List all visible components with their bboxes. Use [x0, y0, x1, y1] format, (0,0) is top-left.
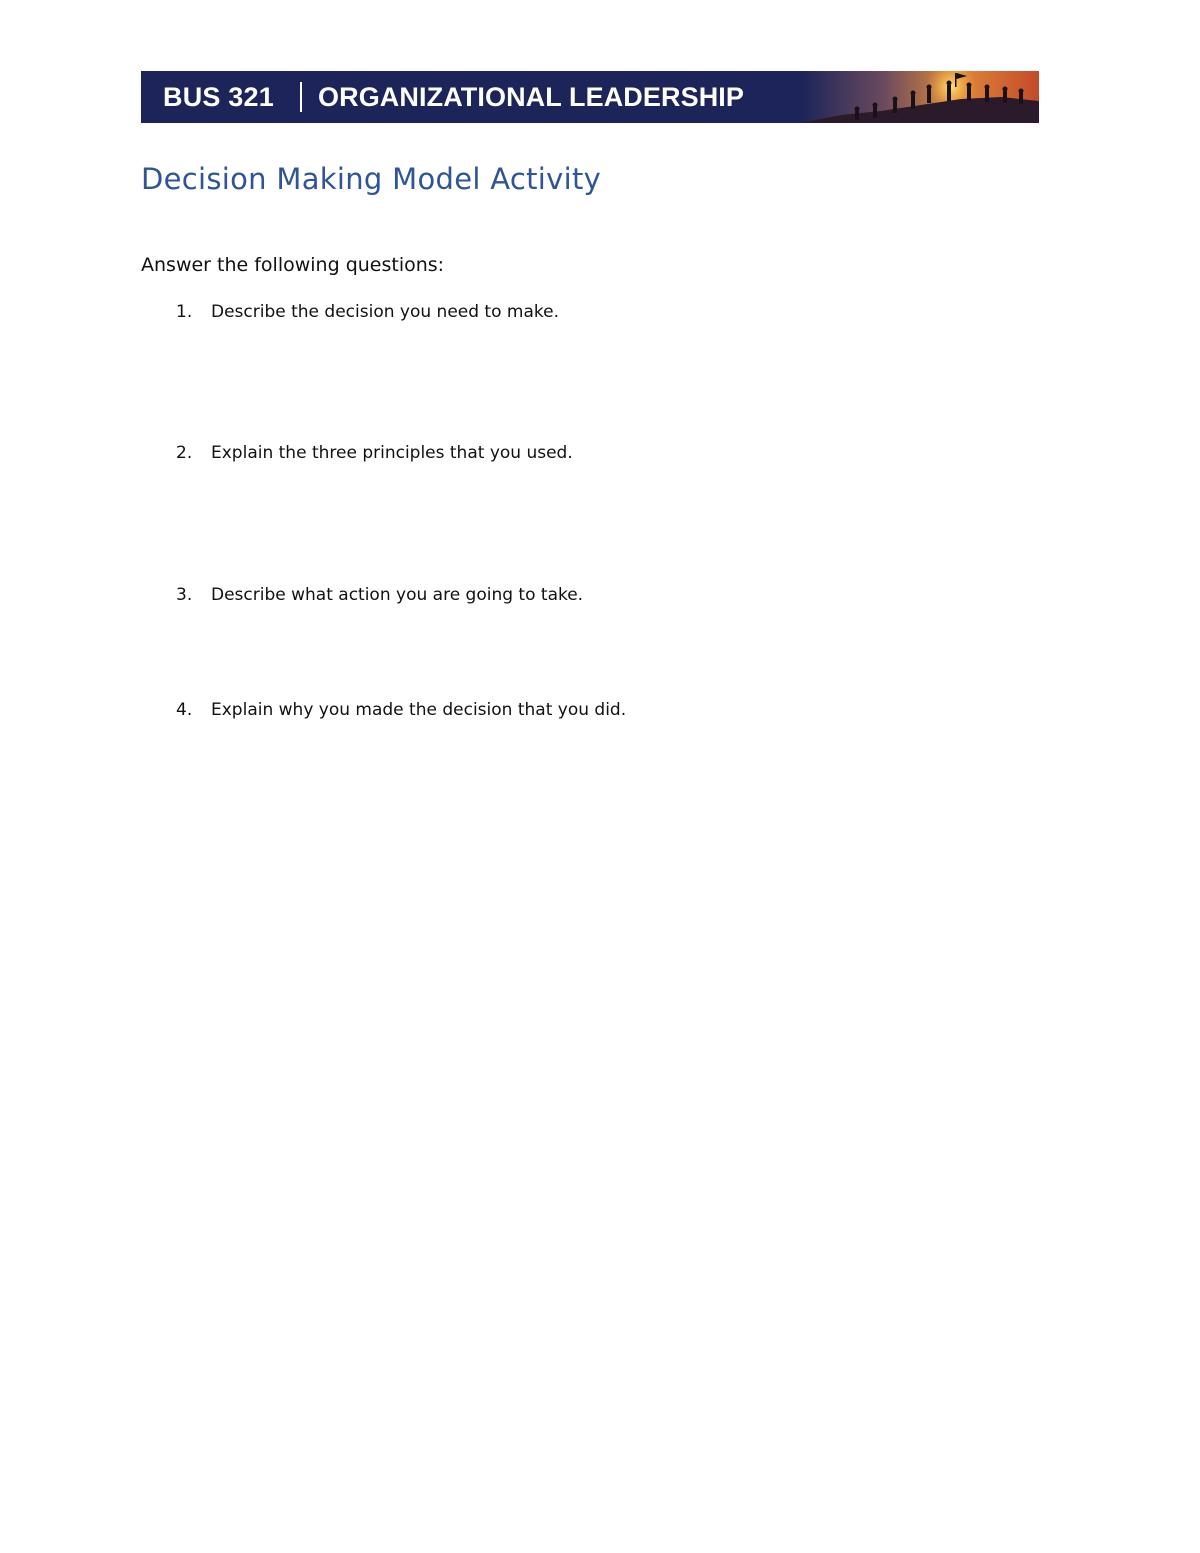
- question-item: [0, 700, 1200, 726]
- question-text: Describe the decision you need to make.: [211, 302, 559, 322]
- question-number: 3.: [176, 585, 193, 605]
- question-number: 2.: [176, 443, 193, 463]
- course-title: ORGANIZATIONAL LEADERSHIP: [318, 82, 745, 112]
- instructions: Answer the following questions:: [141, 254, 445, 276]
- question-item: [0, 443, 1200, 469]
- banner-divider: [300, 82, 302, 112]
- course-code: BUS 321: [163, 82, 274, 112]
- question-text: Describe what action you are going to take.: [211, 585, 584, 605]
- course-banner: [141, 71, 1039, 123]
- question-item: [0, 585, 1200, 611]
- document-title: Decision Making Model Activity: [141, 162, 602, 196]
- question-number: 4.: [176, 700, 193, 720]
- question-text: Explain the three principles that you used.: [211, 443, 573, 463]
- question-text: Explain why you made the decision that you did.: [211, 700, 627, 720]
- question-item: [0, 302, 1200, 328]
- question-number: 1.: [176, 302, 193, 322]
